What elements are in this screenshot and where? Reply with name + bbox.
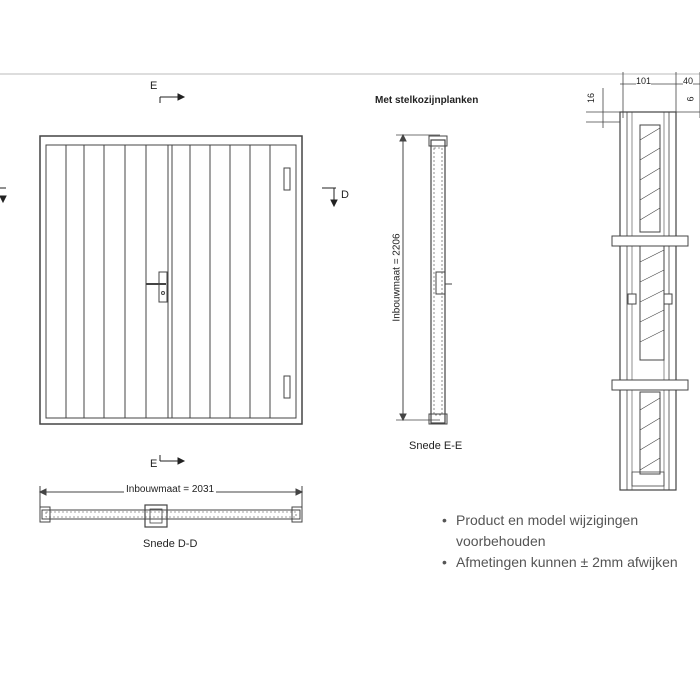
heading-stelkozijnplanken: Met stelkozijnplanken <box>375 95 479 106</box>
note-item: • Afmetingen kunnen ± 2mm afwijken <box>440 552 686 573</box>
section-marker-e-bottom: E <box>150 458 158 470</box>
detail-dim-6: 6 <box>685 96 696 102</box>
outer-frame <box>40 136 302 424</box>
caption-section-dd: Snede D-D <box>143 538 198 550</box>
section-marker-d: D <box>341 189 349 201</box>
door-handle <box>146 272 167 302</box>
note-item: • Product en model wijzigingen voorbehouden <box>440 510 686 552</box>
detail-dim-16: 16 <box>586 92 597 104</box>
dimension-height-label: Inbouwmaat = 2206 <box>391 233 403 322</box>
detail-dim-101: 101 <box>636 76 652 86</box>
detail-dim-40: 40 <box>683 76 694 86</box>
door-front-view <box>40 136 302 424</box>
section-marker-e-top: E <box>150 80 158 92</box>
detail-section-drawing <box>586 72 700 490</box>
hinge-top <box>284 168 290 190</box>
caption-section-ee: Snede E-E <box>409 440 463 452</box>
hinge-bottom <box>284 376 290 398</box>
dimension-width-label: Inbouwmaat = 2031 <box>126 484 215 495</box>
disclaimer-notes <box>440 510 686 573</box>
section-ee-drawing <box>396 135 452 424</box>
door-planks <box>66 145 270 418</box>
